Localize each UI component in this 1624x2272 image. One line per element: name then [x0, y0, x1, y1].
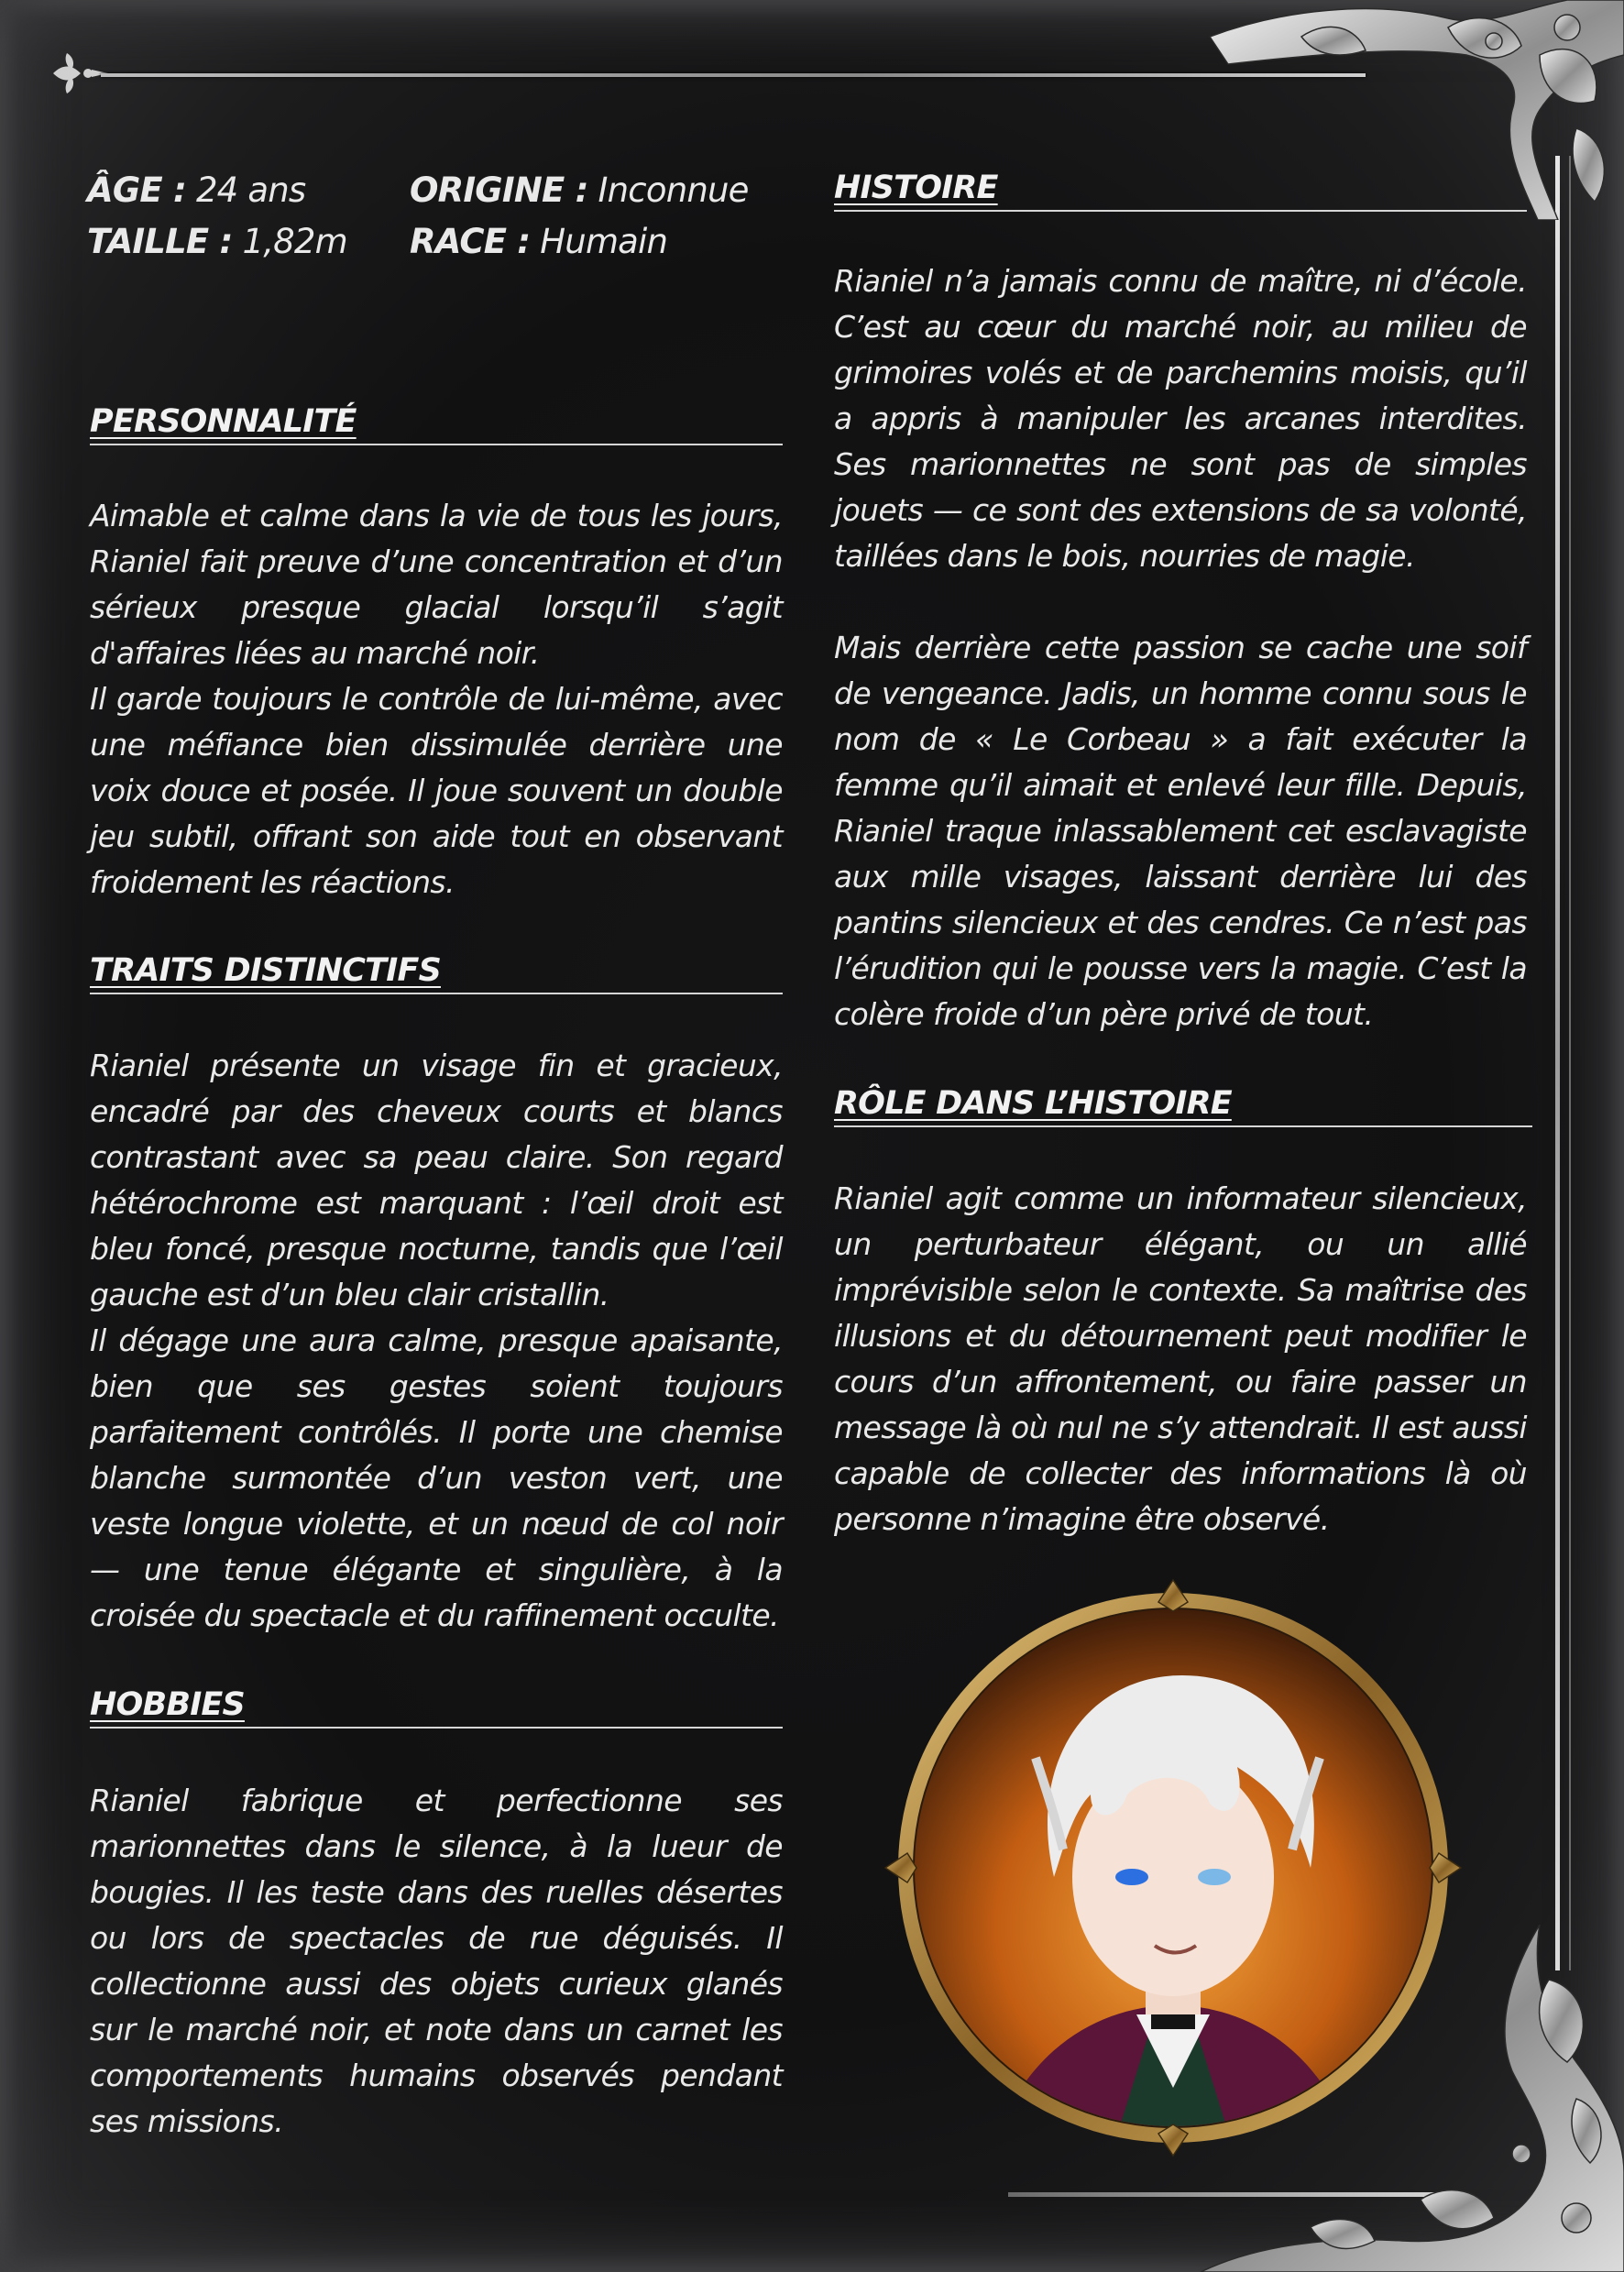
right-frame-rule-inner [1569, 156, 1571, 1970]
role-text [834, 1176, 1527, 1542]
hobbies-rule [90, 1727, 783, 1729]
traits-paragraph: Rianiel présente un visage fin et gracieux, encadré par des cheveux courts et blancs contrastant avec sa peau claire. Son regard hétérochrome est marquant : l’œil droit est bleu foncé, presque nocturne, tandis que l’œil gauche est d’un bleu clair cristallin. [90, 1048, 783, 1312]
personnalite-rule [90, 444, 783, 445]
histoire-heading: HISTOIRE [834, 170, 998, 206]
right-frame-rule [1555, 156, 1560, 1970]
role-heading: RÔLE DANS L’HISTOIRE [834, 1085, 1232, 1122]
histoire-paragraph: Mais derrière cette passion se cache une soif de vengeance. Jadis, un homme connu sous le nom de « Le Corbeau » a fait exécuter la femme qu’il aimait et enlevé leur fille. Depuis, Rianiel traque inlassablement cet esclavagiste aux mille visages, laissant derrière lui des pantins silencieux et des cendres. Ce n’est pas l’érudition qui le pousse vers la magie. C’est la colère froide d’un père privé de tout. [834, 630, 1527, 1032]
origin-value: Inconnue [598, 170, 749, 210]
histoire-rule [834, 210, 1527, 212]
traits-paragraph: Il dégage une aura calme, presque apaisante, bien que ses gestes soient toujours parfaitement contrôlés. Il porte une chemise blanche surmontée d’un veston vert, une veste longue violette, et un nœud de col noir — une tenue élégante et singulière, à la croisée du spectacle et du raffinement occulte. [90, 1323, 783, 1633]
race-label: RACE : [410, 222, 531, 261]
silver-corner-ornament-top [1173, 0, 1624, 220]
traits-rule [90, 993, 783, 994]
character-portrait [880, 1575, 1466, 2161]
histoire-paragraph: Rianiel n’a jamais connu de maître, ni d’école. C’est au cœur du marché noir, au milieu de grimoires volés et de parchemins moisis, qu’il a appris à manipuler les arcanes interdites. Ses marionnettes ne sont pas de simples jouets — ce sont des extensions de sa volonté, taillées dans le bois, nourries de magie. [834, 263, 1527, 574]
fleur-ornament-icon [44, 37, 108, 110]
hobbies-paragraph: Rianiel fabrique et perfectionne ses marionnettes dans le silence, à la lueur de bougies. Il les teste dans des ruelles désertes ou lors de spectacles de rue déguisés. Il collectionne aussi des objets curieux glanés sur le marché noir, et note dans un carnet les comportements humains observés pendant ses missions. [90, 1783, 783, 2139]
role-rule [834, 1125, 1532, 1127]
role-paragraph: Rianiel agit comme un informateur silencieux, un perturbateur élégant, ou un allié imprévisible selon le contexte. Sa maîtrise des illusions et du détournement peut modifier le cours d’un affrontement, ou faire passer un message là où nul ne s’y attendrait. Il est aussi capable de collecter des informations là où personne n’imagine être observé. [834, 1180, 1527, 1537]
age-label: ÂGE : [87, 170, 186, 210]
histoire-text [834, 258, 1527, 1037]
stat-origin [410, 165, 749, 216]
hobbies-heading: HOBBIES [90, 1686, 245, 1723]
personnalite-paragraph: Aimable et calme dans la vie de tous les jours, Rianiel fait preuve d’une concentration et d’un sérieux presque glacial lorsqu’il s’agit d'affaires liées au marché noir. [90, 498, 783, 671]
personnalite-text [90, 493, 783, 906]
traits-text [90, 1043, 783, 1639]
race-value: Humain [540, 222, 668, 261]
height-value: 1,82m [242, 222, 347, 261]
personnalite-heading: PERSONNALITÉ [90, 403, 357, 440]
stat-race [410, 216, 667, 268]
stat-age [87, 165, 305, 216]
stat-height [87, 216, 347, 268]
personnalite-paragraph: Il garde toujours le contrôle de lui-même, avec une méfiance bien dissimulée derrière une voix douce et posée. Il joue souvent un double jeu subtil, offrant son aide tout en observant froidement les réactions. [90, 681, 783, 900]
hobbies-text [90, 1778, 783, 2145]
height-label: TAILLE : [87, 222, 233, 261]
origin-label: ORIGINE : [410, 170, 588, 210]
traits-heading: TRAITS DISTINCTIFS [90, 952, 441, 989]
age-value: 24 ans [195, 170, 306, 210]
